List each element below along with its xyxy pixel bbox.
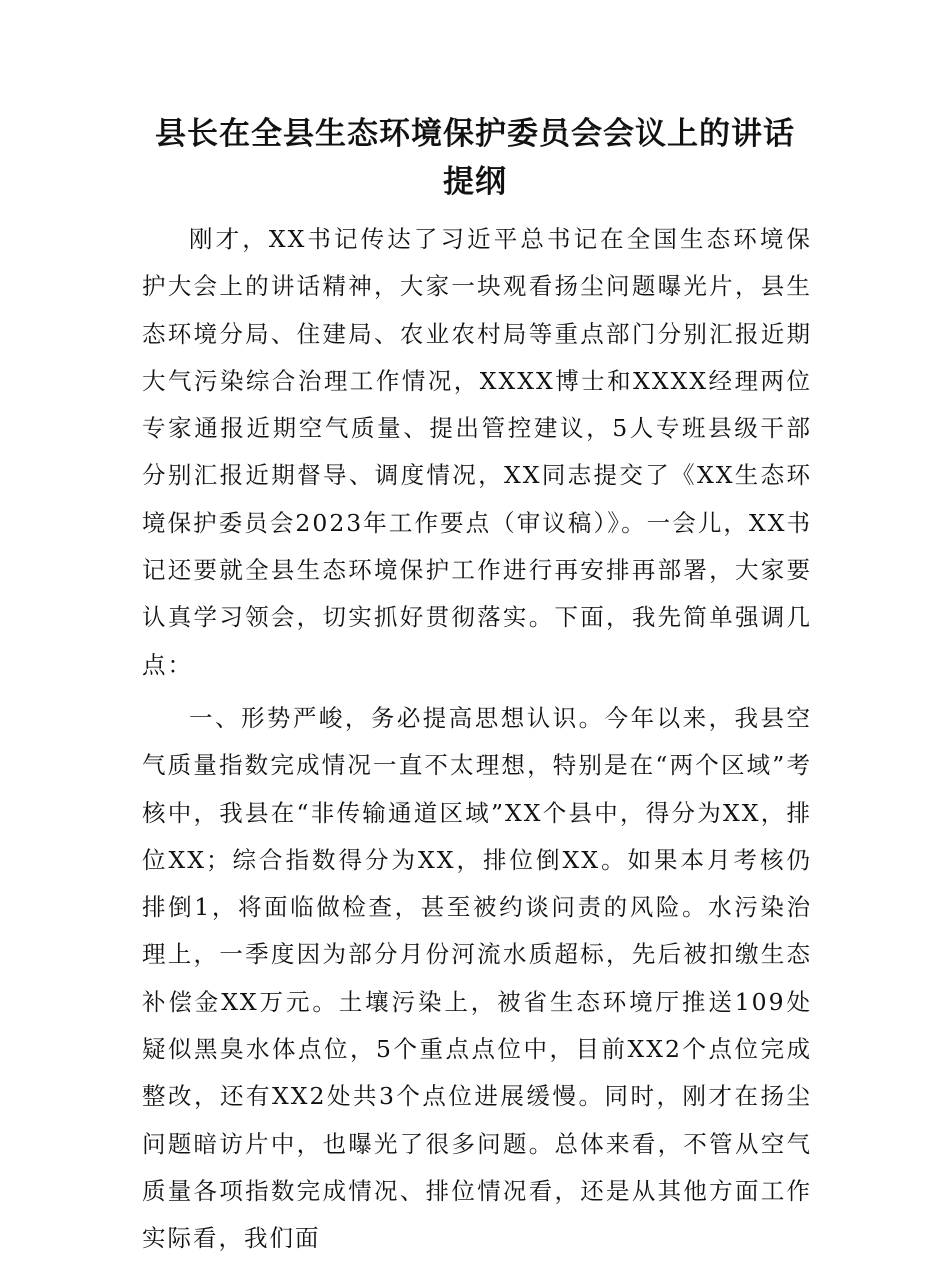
- title-line-1: 县长在全县生态环境保护委员会会议上的讲话: [155, 116, 795, 152]
- document-title: [120, 110, 830, 206]
- paragraph-section-one: 一、形势严峻，务必提高思想认识。今年以来，我县空气质量指数完成情况一直不太理想，特别是在“两个区域”考核中，我县在“非传输通道区域”XX个县中，得分为XX，排位XX；综合指数得分为XX，排位倒XX。如果本月考核仍排倒1，将面临做检查，甚至被约谈问责的风险。水污染治理上，一季度因为部分月份河流水质超标，先后被扣缴生态补偿金XX万元。土壤污染上，被省生态环境厅推送109处疑似黑臭水体点位，5个重点点位中，目前XX2个点位完成整改，还有XX2处共3个点位进展缓慢。同时，刚才在扬尘问题暗访片中，也曝光了很多问题。总体来看，不管从空气质量各项指数完成情况、排位情况看，还是从其他方面工作实际看，我们面: [142, 703, 812, 1253]
- title-line-2: 提纲: [443, 164, 507, 200]
- paragraph-intro: 刚才，XX书记传达了习近平总书记在全国生态环境保护大会上的讲话精神，大家一块观看扬尘问题曝光片，县生态环境分局、住建局、农业农村局等重点部门分别汇报近期大气污染综合治理工作情况，XXXX博士和XXXX经理两位专家通报近期空气质量、提出管控建议，5人专班县级干部分别汇报近期督导、调度情况，XX同志提交了《XX生态环境保护委员会2023年工作要点（审议稿）》。一会儿，XX书记还要就全县生态环境保护工作进行再安排再部署，大家要认真学习领会，切实抓好贯彻落实。下面，我先简单强调几点：: [142, 225, 812, 679]
- document-body: [142, 216, 812, 1263]
